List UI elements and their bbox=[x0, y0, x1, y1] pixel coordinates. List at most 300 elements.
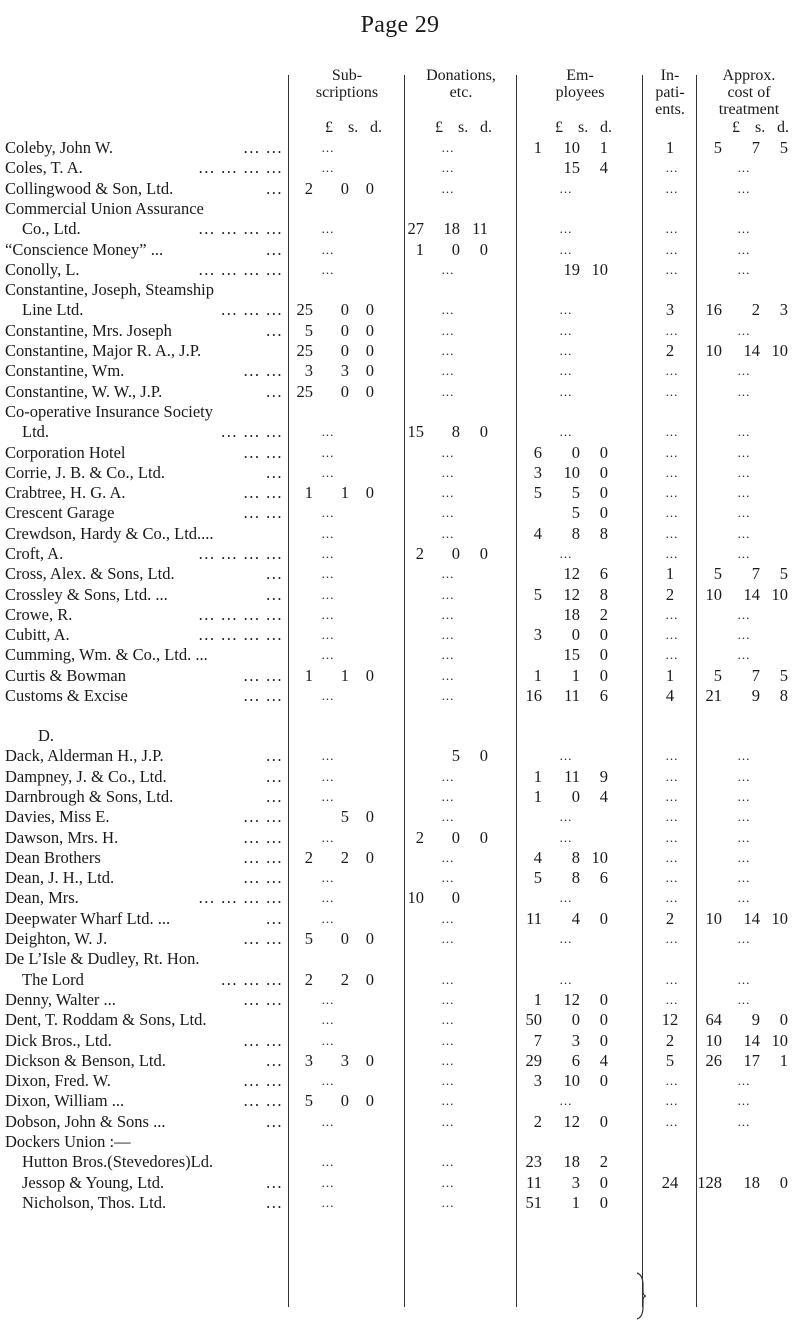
inpatients-count: 1 bbox=[665, 564, 675, 583]
emp-pounds: 1 bbox=[533, 138, 542, 157]
entry-name: Constantine, Wm. bbox=[5, 361, 125, 380]
inpatients-empty: ... bbox=[665, 1114, 679, 1129]
pound-unit: £ bbox=[555, 119, 563, 136]
inpatients-empty: ... bbox=[665, 160, 679, 175]
inpatients-empty: ... bbox=[665, 809, 679, 824]
leader-dots: ... ... bbox=[243, 483, 283, 502]
sub-empty: ... bbox=[321, 911, 335, 926]
sub-empty: ... bbox=[321, 1033, 335, 1048]
cost-pounds: 128 bbox=[697, 1173, 722, 1192]
entry-name: Constantine, W. W., J.P. bbox=[5, 382, 163, 401]
cost-pence: 5 bbox=[779, 564, 788, 583]
inpatients-empty: ... bbox=[665, 992, 679, 1007]
leader-dots: ... bbox=[266, 321, 283, 340]
emp-empty: ... bbox=[559, 830, 573, 845]
inpatients-count: 2 bbox=[665, 341, 675, 360]
emp-pounds: 1 bbox=[533, 787, 542, 806]
cost-shillings: 14 bbox=[743, 585, 760, 604]
entry-name: The Lord bbox=[22, 970, 84, 989]
emp-pence: 6 bbox=[599, 868, 608, 887]
cost-empty: ... bbox=[737, 789, 751, 804]
sub-pence: 0 bbox=[365, 929, 374, 948]
entry-name: Deighton, W. J. bbox=[5, 929, 108, 948]
table-row bbox=[0, 828, 800, 846]
cost-pounds: 10 bbox=[705, 909, 722, 928]
entry-name: Croft, A. bbox=[5, 544, 64, 563]
cost-shillings: 7 bbox=[751, 138, 760, 157]
don-empty: ... bbox=[441, 870, 455, 885]
leader-dots: ... bbox=[266, 382, 283, 401]
sub-empty: ... bbox=[321, 445, 335, 460]
inpatients-empty: ... bbox=[665, 647, 679, 662]
leader-dots: ... ... bbox=[243, 1091, 283, 1110]
entry-name: Dampney, J. & Co., Ltd. bbox=[5, 767, 167, 786]
entry-name: Denny, Walter ... bbox=[5, 990, 116, 1009]
sub-pence: 0 bbox=[365, 1051, 374, 1070]
cost-empty: ... bbox=[737, 363, 751, 378]
sub-empty: ... bbox=[321, 505, 335, 520]
header-subscriptions: Sub- scriptions bbox=[315, 67, 379, 101]
don-empty: ... bbox=[441, 647, 455, 662]
emp-pounds: 5 bbox=[533, 483, 542, 502]
sub-empty: ... bbox=[321, 1114, 335, 1129]
emp-shillings: 0 bbox=[571, 1010, 580, 1029]
leader-dots: ... ... bbox=[243, 503, 283, 522]
emp-pence: 8 bbox=[599, 524, 608, 543]
inpatients-count: 2 bbox=[665, 909, 675, 928]
don-shillings: 8 bbox=[451, 422, 460, 441]
inpatients-empty: ... bbox=[665, 526, 679, 541]
sub-pence: 0 bbox=[365, 483, 374, 502]
sub-empty: ... bbox=[321, 870, 335, 885]
entry-name: Crescent Garage bbox=[5, 503, 115, 522]
cost-pounds: 64 bbox=[705, 1010, 722, 1029]
cost-empty: ... bbox=[737, 830, 751, 845]
table-row bbox=[0, 868, 800, 886]
entry-name: Dixon, Fred. W. bbox=[5, 1071, 111, 1090]
header-employees: Em- ployees bbox=[555, 67, 605, 101]
emp-shillings: 3 bbox=[571, 1173, 580, 1192]
emp-empty: ... bbox=[559, 809, 573, 824]
entry-name: De L’Isle & Dudley, Rt. Hon. bbox=[5, 949, 200, 968]
emp-pence: 1 bbox=[599, 138, 608, 157]
sub-pence: 0 bbox=[365, 848, 374, 867]
cost-pence: 0 bbox=[779, 1173, 788, 1192]
sub-empty: ... bbox=[321, 546, 335, 561]
entry-name: Dixon, William ... bbox=[5, 1091, 125, 1110]
inpatients-count: 3 bbox=[665, 300, 675, 319]
entry-name: Hutton Bros.(Stevedores)Ld. bbox=[22, 1152, 214, 1171]
table-row bbox=[0, 787, 800, 805]
leader-dots: ... ... bbox=[243, 848, 283, 867]
inpatients-empty: ... bbox=[665, 1093, 679, 1108]
cost-empty: ... bbox=[737, 424, 751, 439]
emp-pounds: 51 bbox=[525, 1193, 542, 1212]
table-row bbox=[0, 503, 800, 521]
sub-pounds: 1 bbox=[304, 483, 313, 502]
sub-empty: ... bbox=[321, 262, 335, 277]
leader-dots: ... ... ... ... bbox=[198, 219, 283, 238]
inpatients-empty: ... bbox=[665, 242, 679, 257]
leader-dots: ... bbox=[266, 909, 283, 928]
cost-pence: 10 bbox=[771, 909, 788, 928]
leader-dots: ... ... ... ... bbox=[198, 888, 283, 907]
inpatients-empty: ... bbox=[665, 931, 679, 946]
cost-pence: 10 bbox=[771, 1031, 788, 1050]
sub-shillings: 3 bbox=[340, 361, 349, 380]
leader-dots: ... ... bbox=[243, 361, 283, 380]
cost-pounds: 5 bbox=[713, 138, 722, 157]
cost-empty: ... bbox=[737, 485, 751, 500]
don-empty: ... bbox=[441, 566, 455, 581]
sub-empty: ... bbox=[321, 992, 335, 1007]
table-row bbox=[0, 199, 800, 217]
don-pence: 0 bbox=[479, 240, 488, 259]
sub-empty: ... bbox=[321, 830, 335, 845]
emp-shillings: 0 bbox=[571, 787, 580, 806]
don-empty: ... bbox=[441, 1175, 455, 1190]
emp-pounds: 6 bbox=[533, 443, 542, 462]
entry-name: Crabtree, H. G. A. bbox=[5, 483, 126, 502]
cost-empty: ... bbox=[737, 465, 751, 480]
emp-pounds: 3 bbox=[533, 625, 542, 644]
leader-dots: ... ... ... ... bbox=[198, 158, 283, 177]
don-empty: ... bbox=[441, 343, 455, 358]
emp-empty: ... bbox=[559, 302, 573, 317]
emp-shillings: 15 bbox=[563, 158, 580, 177]
table-row bbox=[0, 1132, 800, 1150]
emp-shillings: 12 bbox=[563, 564, 580, 583]
emp-pence: 0 bbox=[599, 443, 608, 462]
emp-pounds: 4 bbox=[533, 848, 542, 867]
don-pence: 11 bbox=[472, 219, 488, 238]
sub-empty: ... bbox=[321, 1012, 335, 1027]
emp-empty: ... bbox=[559, 242, 573, 257]
leader-dots: ... ... bbox=[243, 929, 283, 948]
inpatients-empty: ... bbox=[665, 1073, 679, 1088]
emp-pence: 6 bbox=[599, 686, 608, 705]
don-empty: ... bbox=[441, 992, 455, 1007]
entry-name: Commercial Union Assurance bbox=[5, 199, 204, 218]
leader-dots: ... bbox=[266, 179, 283, 198]
entry-name: Line Ltd. bbox=[22, 300, 84, 319]
table-row bbox=[0, 1091, 800, 1109]
don-empty: ... bbox=[441, 1033, 455, 1048]
emp-pence: 0 bbox=[599, 1071, 608, 1090]
emp-shillings: 8 bbox=[571, 848, 580, 867]
sub-pounds: 5 bbox=[304, 321, 313, 340]
table-row bbox=[0, 341, 800, 359]
table-row bbox=[0, 179, 800, 197]
pound-unit: £ bbox=[435, 119, 443, 136]
don-pounds: 15 bbox=[407, 422, 424, 441]
table-row bbox=[0, 1173, 800, 1191]
entry-name: Crossley & Sons, Ltd. ... bbox=[5, 585, 168, 604]
table-row bbox=[0, 382, 800, 400]
shilling-unit: s. bbox=[578, 119, 589, 136]
cost-shillings: 7 bbox=[751, 564, 760, 583]
don-shillings: 18 bbox=[443, 219, 460, 238]
don-empty: ... bbox=[441, 363, 455, 378]
table-row bbox=[0, 300, 800, 318]
group-bracket bbox=[634, 1271, 648, 1321]
emp-pounds: 5 bbox=[533, 585, 542, 604]
emp-pence: 0 bbox=[599, 1112, 608, 1131]
entry-name: Corrie, J. B. & Co., Ltd. bbox=[5, 463, 165, 482]
table-row bbox=[0, 746, 800, 764]
emp-shillings: 1 bbox=[571, 1193, 580, 1212]
entry-name: “Conscience Money” ... bbox=[5, 240, 164, 259]
shilling-unit: s. bbox=[755, 119, 766, 136]
inpatients-empty: ... bbox=[665, 384, 679, 399]
leader-dots: ... bbox=[266, 767, 283, 786]
cost-pounds: 5 bbox=[713, 564, 722, 583]
inpatients-empty: ... bbox=[665, 424, 679, 439]
don-empty: ... bbox=[441, 323, 455, 338]
cost-pounds: 5 bbox=[713, 666, 722, 685]
emp-pence: 0 bbox=[599, 645, 608, 664]
leader-dots: ... ... ... bbox=[221, 422, 283, 441]
emp-shillings: 10 bbox=[563, 138, 580, 157]
don-pence: 0 bbox=[479, 422, 488, 441]
inpatients-count: 2 bbox=[665, 1031, 675, 1050]
sub-shillings: 0 bbox=[340, 1091, 349, 1110]
sub-pence: 0 bbox=[365, 666, 374, 685]
sub-pounds: 2 bbox=[304, 848, 313, 867]
emp-empty: ... bbox=[559, 1093, 573, 1108]
header-inpatients: In- pati- ents. bbox=[655, 67, 685, 118]
sub-shillings: 1 bbox=[340, 483, 349, 502]
shilling-unit: s. bbox=[458, 119, 469, 136]
sub-empty: ... bbox=[321, 789, 335, 804]
cost-pounds: 10 bbox=[705, 341, 722, 360]
emp-pence: 0 bbox=[599, 625, 608, 644]
cost-empty: ... bbox=[737, 505, 751, 520]
header-cost: Approx. cost of treatment bbox=[718, 67, 780, 118]
emp-pence: 0 bbox=[599, 1173, 608, 1192]
entry-name: Dent, T. Roddam & Sons, Ltd. bbox=[5, 1010, 207, 1029]
don-empty: ... bbox=[441, 769, 455, 784]
table-row bbox=[0, 564, 800, 582]
emp-shillings: 12 bbox=[563, 990, 580, 1009]
table-row bbox=[0, 280, 800, 298]
sub-shillings: 0 bbox=[340, 300, 349, 319]
sub-pence: 0 bbox=[365, 807, 374, 826]
don-pounds: 1 bbox=[415, 240, 424, 259]
sub-pounds: 5 bbox=[304, 929, 313, 948]
sub-empty: ... bbox=[321, 221, 335, 236]
emp-pounds: 50 bbox=[525, 1010, 542, 1029]
leader-dots: ... bbox=[266, 564, 283, 583]
sub-pence: 0 bbox=[365, 970, 374, 989]
sub-empty: ... bbox=[321, 1175, 335, 1190]
don-empty: ... bbox=[441, 809, 455, 824]
cost-shillings: 17 bbox=[743, 1051, 760, 1070]
emp-pounds: 5 bbox=[533, 868, 542, 887]
entry-name: Dockers Union :— bbox=[5, 1132, 131, 1151]
table-row bbox=[0, 483, 800, 501]
sub-empty: ... bbox=[321, 627, 335, 642]
sub-empty: ... bbox=[321, 424, 335, 439]
emp-pence: 10 bbox=[591, 260, 608, 279]
sub-pounds: 3 bbox=[304, 361, 313, 380]
inpatients-count: 5 bbox=[665, 1051, 675, 1070]
emp-shillings: 18 bbox=[563, 605, 580, 624]
header-donations: Donations, etc. bbox=[426, 67, 496, 101]
inpatients-empty: ... bbox=[665, 748, 679, 763]
sub-empty: ... bbox=[321, 748, 335, 763]
don-pounds: 2 bbox=[415, 544, 424, 563]
entry-name: Dean, Mrs. bbox=[5, 888, 79, 907]
pound-unit: £ bbox=[325, 119, 333, 136]
don-empty: ... bbox=[441, 627, 455, 642]
don-pounds: 10 bbox=[407, 888, 424, 907]
cost-empty: ... bbox=[737, 769, 751, 784]
entry-name: Dobson, John & Sons ... bbox=[5, 1112, 166, 1131]
sub-shillings: 0 bbox=[340, 179, 349, 198]
cost-pounds: 21 bbox=[705, 686, 722, 705]
don-empty: ... bbox=[441, 911, 455, 926]
emp-pounds: 3 bbox=[533, 463, 542, 482]
don-empty: ... bbox=[441, 384, 455, 399]
don-empty: ... bbox=[441, 160, 455, 175]
entry-name: Cross, Alex. & Sons, Ltd. bbox=[5, 564, 175, 583]
leader-dots: ... ... ... ... bbox=[198, 260, 283, 279]
cost-pence: 3 bbox=[779, 300, 788, 319]
leader-dots: ... ... bbox=[243, 990, 283, 1009]
don-empty: ... bbox=[441, 587, 455, 602]
entry-name: Dean, J. H., Ltd. bbox=[5, 868, 115, 887]
emp-shillings: 10 bbox=[563, 1071, 580, 1090]
sub-pounds: 2 bbox=[304, 179, 313, 198]
emp-shillings: 11 bbox=[564, 686, 580, 705]
inpatients-empty: ... bbox=[665, 627, 679, 642]
sub-empty: ... bbox=[321, 1154, 335, 1169]
leader-dots: ... bbox=[266, 1193, 283, 1212]
sub-pence: 0 bbox=[365, 1091, 374, 1110]
emp-pence: 0 bbox=[599, 990, 608, 1009]
inpatients-empty: ... bbox=[665, 972, 679, 987]
entry-name: Cumming, Wm. & Co., Ltd. ... bbox=[5, 645, 208, 664]
cost-empty: ... bbox=[737, 242, 751, 257]
don-pence: 0 bbox=[479, 828, 488, 847]
table-row bbox=[0, 544, 800, 562]
emp-pence: 4 bbox=[599, 158, 608, 177]
emp-shillings: 8 bbox=[571, 868, 580, 887]
don-pounds: 2 bbox=[415, 828, 424, 847]
sub-empty: ... bbox=[321, 890, 335, 905]
entry-name: Corporation Hotel bbox=[5, 443, 126, 462]
leader-dots: ... bbox=[266, 463, 283, 482]
don-empty: ... bbox=[441, 465, 455, 480]
cost-shillings: 18 bbox=[743, 1173, 760, 1192]
emp-empty: ... bbox=[559, 748, 573, 763]
cost-empty: ... bbox=[737, 526, 751, 541]
cost-empty: ... bbox=[737, 809, 751, 824]
inpatients-count: 4 bbox=[665, 686, 675, 705]
pence-unit: d. bbox=[600, 119, 612, 136]
entry-name: Coleby, John W. bbox=[5, 138, 114, 157]
inpatients-count: 12 bbox=[661, 1010, 679, 1029]
entry-name: Constantine, Joseph, Steamship bbox=[5, 280, 214, 299]
entry-name: Dickson & Benson, Ltd. bbox=[5, 1051, 166, 1070]
emp-shillings: 0 bbox=[571, 625, 580, 644]
emp-shillings: 3 bbox=[571, 1031, 580, 1050]
cost-pounds: 10 bbox=[705, 585, 722, 604]
emp-empty: ... bbox=[559, 546, 573, 561]
leader-dots: ... ... bbox=[243, 686, 283, 705]
cost-empty: ... bbox=[737, 445, 751, 460]
entry-name: Customs & Excise bbox=[5, 686, 128, 705]
don-empty: ... bbox=[441, 1012, 455, 1027]
don-empty: ... bbox=[441, 1154, 455, 1169]
leader-dots: ... bbox=[266, 746, 283, 765]
table-row bbox=[0, 929, 800, 947]
cost-pence: 5 bbox=[779, 138, 788, 157]
emp-pounds: 2 bbox=[533, 1112, 542, 1131]
entry-name: Crewdson, Hardy & Co., Ltd.... bbox=[5, 524, 214, 543]
sub-empty: ... bbox=[321, 465, 335, 480]
leader-dots: ... ... ... ... bbox=[198, 605, 283, 624]
cost-pence: 10 bbox=[771, 341, 788, 360]
emp-empty: ... bbox=[559, 221, 573, 236]
cost-pounds: 10 bbox=[705, 1031, 722, 1050]
sub-shillings: 3 bbox=[340, 1051, 349, 1070]
sub-empty: ... bbox=[321, 140, 335, 155]
sub-pence: 0 bbox=[365, 382, 374, 401]
emp-shillings: 0 bbox=[571, 443, 580, 462]
table-row bbox=[0, 970, 800, 988]
entry-name: Dick Bros., Ltd. bbox=[5, 1031, 112, 1050]
table-row bbox=[0, 1112, 800, 1130]
inpatients-empty: ... bbox=[665, 769, 679, 784]
sub-pounds: 1 bbox=[304, 666, 313, 685]
pence-unit: d. bbox=[370, 119, 382, 136]
table-row bbox=[0, 321, 800, 339]
emp-empty: ... bbox=[559, 424, 573, 439]
sub-shillings: 0 bbox=[340, 341, 349, 360]
emp-shillings: 15 bbox=[563, 645, 580, 664]
sub-pounds: 25 bbox=[296, 300, 313, 319]
emp-pence: 9 bbox=[599, 767, 608, 786]
don-empty: ... bbox=[441, 850, 455, 865]
sub-empty: ... bbox=[321, 607, 335, 622]
table-row bbox=[0, 138, 800, 156]
sub-shillings: 2 bbox=[340, 848, 349, 867]
table-row bbox=[0, 158, 800, 176]
cost-shillings: 2 bbox=[751, 300, 760, 319]
don-empty: ... bbox=[441, 972, 455, 987]
emp-pence: 8 bbox=[599, 585, 608, 604]
pound-unit: £ bbox=[732, 119, 740, 136]
entry-name: Cubitt, A. bbox=[5, 625, 70, 644]
cost-empty: ... bbox=[737, 972, 751, 987]
sub-empty: ... bbox=[321, 160, 335, 175]
emp-empty: ... bbox=[559, 890, 573, 905]
emp-shillings: 12 bbox=[563, 1112, 580, 1131]
table-row bbox=[0, 402, 800, 420]
inpatients-empty: ... bbox=[665, 830, 679, 845]
leader-dots: ... bbox=[266, 1051, 283, 1070]
entry-name: Ltd. bbox=[22, 422, 50, 441]
sub-shillings: 2 bbox=[340, 970, 349, 989]
emp-shillings: 11 bbox=[564, 767, 580, 786]
leader-dots: ... bbox=[266, 1173, 283, 1192]
sub-pence: 0 bbox=[365, 361, 374, 380]
cost-empty: ... bbox=[737, 627, 751, 642]
emp-pounds: 7 bbox=[533, 1031, 542, 1050]
cost-empty: ... bbox=[737, 1073, 751, 1088]
